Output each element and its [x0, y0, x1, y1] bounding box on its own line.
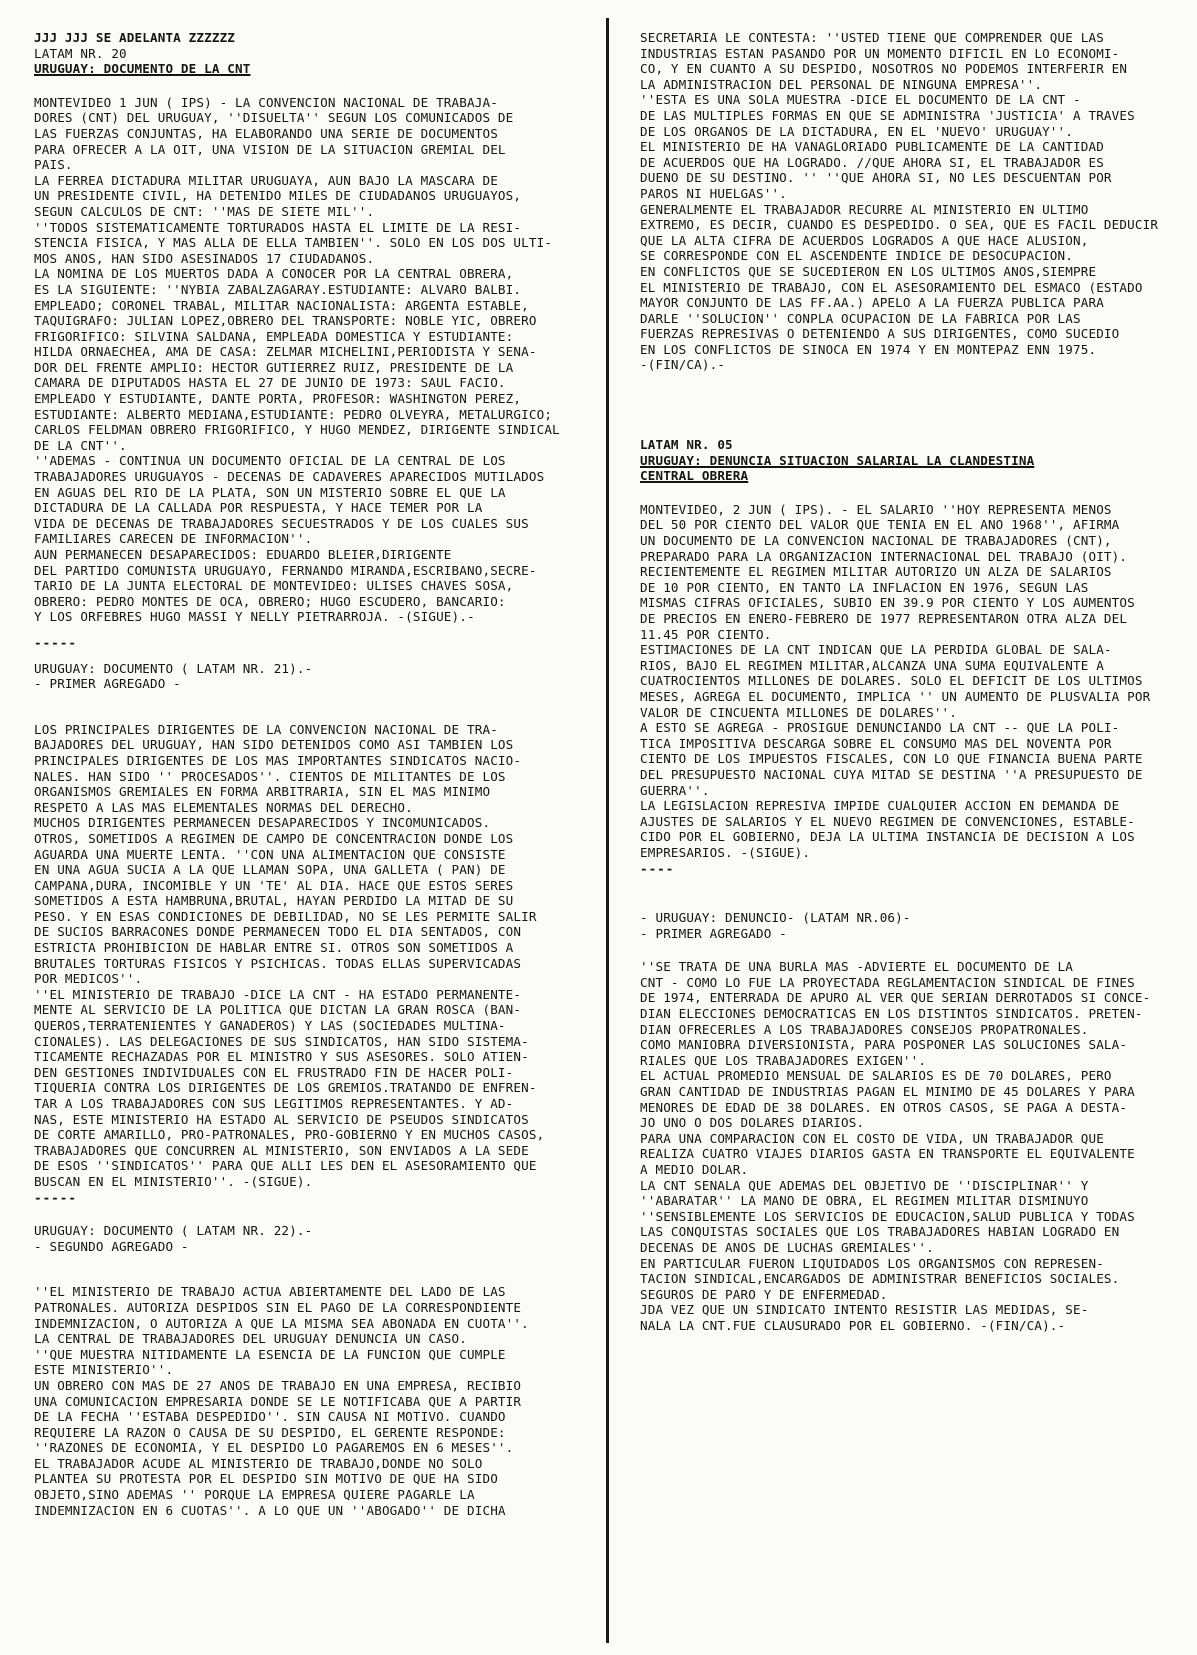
- story-title: URUGUAY: DENUNCIA SITUACION SALARIAL LA CLANDESTINA: [640, 452, 1035, 468]
- left-column: [34, 0, 590, 1655]
- section-subtitle: - PRIMER AGREGADO -: [640, 925, 787, 941]
- section-body: LOS PRINCIPALES DIRIGENTES DE LA CONVENCION NACIONAL DE TRA- BAJADORES DEL URUGUAY, HAN SIDO DETENIDOS COMO ASI TAMBIEN LOS PRINCIPALES DIRIGENTES DE LOS MAS IMPORTANTES SINDICATOS NACIO- NALES. HAN SIDO '' PROCESADOS''. CIENTOS DE MILITANTES DE LOS ORGANISMOS GREMIALES EN FORMA ARBITRARIA, SIN EL MAS MINIMO RESPETO A LAS MAS ELEMENTALES NORMAS DEL DERECHO. MUCHOS DIRIGENTES PERMANECEN DESAPARECIDOS Y INCOMUNICADOS. OTROS, SOMETIDOS A REGIMEN DE CAMPO DE CONCENTRACION DONDE LOS AGUARDA UNA MUERTE LENTA. ''CON UNA ALIMENTACION QUE CONSISTE EN UNA AGUA SUCIA A LA QUE LLAMAN SOPA, UNA GALLETA ( PAN) DE CAMPANA,DURA, INCOMIBLE Y UN 'TE' AL DIA. HACE QUE ESTOS SERES SOMETIDOS A ESTA HAMBRUNA,BRUTAL, HAYAN PERDIDO LA MITAD DE SU PESO. Y EN ESAS CONDICIONES DE DEBILIDAD, NO SE LES PERMITE SALIR DE SUCIOS BARRACONES DONDE PERMANECEN TODO EL DIA SENTADOS, CON ESTRICTA PROHIBICION DE HABLAR ENTRE SI. OTROS SON SOMETIDOS A BRUTALES TORTURAS FISICOS Y PSICHICAS. TODAS ELLAS SUPERVICADAS POR MEDICOS''. ''EL MINISTERIO DE TRABAJO -DICE LA CNT - HA ESTADO PERMANENTE- MENTE AL SERVICIO DE LA POLITICA QUE DICTAN LA GRAN ROSCA (BAN- QUEROS,TERRATENIENTES Y GANADEROS) Y LAS (SOCIEDADES MULTINA- CIONALES). LAS DELEGACIONES DE SUS SINDICATOS, HAN SIDO SISTEMA- TICAMENTE RECHAZADAS POR EL MINISTRO Y SUS ASESORES. SOLO ATIEN- DEN GESTIONES INDIVIDUALES CON EL FRUSTRADO FIN DE HACER POLI- TIQUERIA CONTRA LOS DIRIGENTES DE LOS GREMIOS.TRATANDO DE ENFREN- TAR A LOS TRABAJADORES CON SUS LEGITIMOS REPRESENTANTES. Y AD- NAS, ESTE MINISTERIO HA ESTADO AL SERVICIO DE PSEUDOS SINDICATOS DE CORTE AMARILLO, PRO-PATRONALES, PRO-GOBIERNO Y EN MUCHOS CASOS, TRABAJADORES QUE CONCURREN AL MINISTERIO, SON ENVIADOS A LA SEDE DE ESOS ''SINDICATOS'' PARA QUE ALLI LES DEN EL ASESORAMIENTO QUE BUSCAN EN EL MINISTERIO''. -(SIGUE).: [34, 721, 545, 1189]
- wire-number: LATAM NR. 20: [34, 45, 127, 61]
- section-subtitle: - PRIMER AGREGADO -: [34, 676, 181, 692]
- wire-number: LATAM NR. 05: [640, 437, 733, 453]
- slug-line: JJJ JJJ SE ADELANTA ZZZZZZ: [34, 30, 236, 45]
- column-divider: [606, 18, 609, 1643]
- section-title: URUGUAY: DOCUMENTO ( LATAM NR. 22).-: [34, 1223, 313, 1239]
- separator: -----: [34, 1189, 77, 1205]
- section-title: - URUGUAY: DENUNCIO- (LATAM NR.06)-: [640, 910, 911, 926]
- story-title: URUGUAY: DOCUMENTO DE LA CNT: [34, 61, 251, 77]
- story-body: MONTEVIDEO 1 JUN ( IPS) - LA CONVENCION NACIONAL DE TRABAJA- DORES (CNT) DEL URUGUAY, ''DISUELTA'' SEGUN LOS COMUNICADOS DE LAS FUERZAS CONJUNTAS, HA ELABORANDO UNA SERIE DE DOCUMENTOS PARA OFRECER A LA OIT, UNA VISION DE LA SITUACION GREMIAL DEL PAIS. LA FERREA DICTADURA MILITAR URUGUAYA, AUN BAJO LA MASCARA DE UN PRESIDENTE CIVIL, HA DETENIDO MILES DE CIUDADANOS URUGUAYOS, SEGUN CALCULOS DE CNT: ''MAS DE SIETE MIL''. ''TODOS SISTEMATICAMENTE TORTURADOS HASTA EL LIMITE DE LA RESI- STENCIA FISICA, Y MAS ALLA DE ELLA TAMBIEN''. SOLO EN LOS DOS ULTI- MOS ANOS, HAN SIDO ASESINADOS 17 CIUDADANOS. LA NOMINA DE LOS MUERTOS DADA A CONOCER POR LA CENTRAL OBRERA, ES LA SIGUIENTE: ''NYBIA ZABALZAGARAY.ESTUDIANTE: ALVARO BALBI. EMPLEADO; CORONEL TRABAL, MILITAR NACIONALISTA: ARGENTA ESTABLE, TAQUIGRAFO: JULIAN LOPEZ,OBRERO DEL TRANSPORTE: NOBLE YIC, OBRERO FRIGORIFICO: SILVINA SALDANA, EMPLEADA DOMESTICA Y ESTUDIANTE: HILDA ORNAECHEA, AMA DE CASA: ZELMAR MICHELINI,PERIODISTA Y SENA- DOR DEL FRENTE AMPLIO: HECTOR GUTIERREZ RUIZ, PRESIDENTE DE LA CAMARA DE DIPUTADOS HASTA EL 27 DE JUNIO DE 1973: SAUL FACIO. EMPLEADO Y ESTUDIANTE, DANTE PORTA, PROFESOR: WASHINGTON PEREZ, ESTUDIANTE: ALBERTO MEDIANA,ESTUDIANTE: PEDRO OLVEYRA, METALURGICO; CARLOS FELDMAN OBRERO FRIGORIFICO, Y HUGO MENDEZ, DIRIGENTE SINDICAL DE LA CNT''. ''ADEMAS - CONTINUA UN DOCUMENTO OFICIAL DE LA CENTRAL DE LOS TRABAJADORES URUGUAYOS - DECENAS DE CADAVERES APARECIDOS MUTILADOS EN AGUAS DEL RIO DE LA PLATA, SON UN MISTERIO SOBRE EL QUE LA DICTADURA DE LA CALLADA POR RESPUESTA, Y HACE TEMER POR LA VIDA DE DECENAS DE TRABAJADORES SECUESTRADOS Y DE LOS CUALES SUS FAMILIARES CARECEN DE INFORMACION''. AUN PERMANECEN DESAPARECIDOS: EDUARDO BLEIER,DIRIGENTE DEL PARTIDO COMUNISTA URUGUAYO, FERNANDO MIRANDA,ESCRIBANO,SECRE- TARIO DE LA JUNTA ELECTORAL DE MONTEVIDEO: ULISES CHAVES SOSA, OBRERO: PEDRO MONTES DE OCA, OBRERO; HUGO ESCUDERO, BANCARIO: Y LOS ORFEBRES HUGO MASSI Y NELLY PIETRARROJA. -(SIGUE).-: [34, 94, 560, 625]
- section-title: URUGUAY: DOCUMENTO ( LATAM NR. 21).-: [34, 660, 313, 676]
- section-subtitle: - SEGUNDO AGREGADO -: [34, 1238, 189, 1254]
- separator: ----: [640, 860, 675, 876]
- story-title-continued: CENTRAL OBRERA: [640, 468, 749, 484]
- section-body: ''EL MINISTERIO DE TRABAJO ACTUA ABIERTAMENTE DEL LADO DE LAS PATRONALES. AUTORIZA DESPIDOS SIN EL PAGO DE LA CORRESPONDIENTE INDEMNIZACION, O AUTORIZA A QUE LA MISMA SEA ABONADA EN CUOTA''. LA CENTRAL DE TRABAJADORES DEL URUGUAY DENUNCIA UN CASO. ''QUE MUESTRA NITIDAMENTE LA ESENCIA DE LA FUNCION QUE CUMPLE ESTE MINISTERIO''. UN OBRERO CON MAS DE 27 ANOS DE TRABAJO EN UNA EMPRESA, RECIBIO UNA COMUNICACION EMPRESARIA DONDE SE LE NOTIFICABA QUE A PARTIR DE LA FECHA ''ESTABA DESPEDIDO''. SIN CAUSA NI MOTIVO. CUANDO REQUIERE LA RAZON O CAUSA DE SU DESPIDO, EL GERENTE RESPONDE: ''RAZONES DE ECONOMIA, Y EL DESPIDO LO PAGAREMOS EN 6 MESES''. EL TRABAJADOR ACUDE AL MINISTERIO DE TRABAJO,DONDE NO SOLO PLANTEA SU PROTESTA POR EL DESPIDO SIN MOTIVO DE QUE HA SIDO OBJETO,SINO ADEMAS '' PORQUE LA EMPRESA QUIERE PAGARLE LA INDEMNIZACION EN 6 CUOTAS''. A LO QUE UN ''ABOGADO'' DE DICHA: [34, 1284, 529, 1518]
- right-column: [640, 0, 1175, 1655]
- section-body: ''SE TRATA DE UNA BURLA MAS -ADVIERTE EL DOCUMENTO DE LA CNT - COMO LO FUE LA PROYECTADA REGLAMENTACION SINDICAL DE FINES DE 1974, ENTERRADA DE APURO AL VER QUE SERIAN DERROTADOS SI CONCE- DIAN ELECCIONES DEMOCRATICAS EN LOS DISTINTOS SINDICATOS. PRETEN- DIAN OFRECERLES A LOS TRABAJADORES CONSEJOS PROPATRONALES. COMO MANIOBRA DIVERSIONISTA, PARA POSPONER LAS SOLUCIONES SALA- RIALES QUE LOS TRABAJADORES EXIGEN''. EL ACTUAL PROMEDIO MENSUAL DE SALARIOS ES DE 70 DOLARES, PERO GRAN CANTIDAD DE INDUSTRIAS PAGAN EL MINIMO DE 45 DOLARES Y PARA MENORES DE EDAD DE 38 DOLARES. EN OTROS CASOS, SE PAGA A DESTA- JO UNO O DOS DOLARES DIARIOS. PARA UNA COMPARACION CON EL COSTO DE VIDA, UN TRABAJADOR QUE REALIZA CUATRO VIAJES DIARIOS GASTA EN TRANSPORTE EL EQUIVALENTE A MEDIO DOLAR. LA CNT SENALA QUE ADEMAS DEL OBJETIVO DE ''DISCIPLINAR'' Y ''ABARATAR'' LA MANO DE OBRA, EL REGIMEN MILITAR DISMINUYO ''SENSIBLEMENTE LOS SERVICIOS DE EDUCACION,SALUD PUBLICA Y TODAS LAS CONQUISTAS SOCIALES QUE LOS TRABAJADORES HABIAN LOGRADO EN DECENAS DE ANOS DE LUCHAS GREMIALES''. EN PARTICULAR FUERON LIQUIDADOS LOS ORGANISMOS CON REPRESEN- TACION SINDICAL,ENCARGADOS DE ADMINISTRAR BENEFICIOS SOCIALES. SEGUROS DE PARO Y DE ENFERMEDAD. JDA VEZ QUE UN SINDICATO INTENTO RESISTIR LAS MEDIDAS, SE- NALA LA CNT.FUE CLAUSURADO POR EL GOBIERNO. -(FIN/CA).-: [640, 959, 1151, 1333]
- story-continuation: SECRETARIA LE CONTESTA: ''USTED TIENE QUE COMPRENDER QUE LAS INDUSTRIAS ESTAN PASANDO POR UN MOMENTO DIFICIL EN LO ECONOMI- CO, Y EN CUANTO A SU DESPIDO, NOSOTROS NO PODEMOS INTERFERIR EN LA ADMINISTRACION DEL PERSONAL DE NINGUNA EMPRESA''. ''ESTA ES UNA SOLA MUESTRA -DICE EL DOCUMENTO DE LA CNT - DE LAS MULTIPLES FORMAS EN QUE SE ADMINISTRA 'JUSTICIA' A TRAVES DE LOS ORGANOS DE LA DICTADURA, EN EL 'NUEVO' URUGUAY''. EL MINISTERIO DE HA VANAGLORIADO PUBLICAMENTE DE LA CANTIDAD DE ACUERDOS QUE HA LOGRADO. //QUE AHORA SI, EL TRABAJADOR ES DUENO DE SU DESTINO. '' ''QUE AHORA SI, NO LES DESCUENTAN POR PAROS NI HUELGAS''. GENERALMENTE EL TRABAJADOR RECURRE AL MINISTERIO EN ULTIMO EXTREMO, ES DECIR, CUANDO ES DESPEDIDO. O SEA, QUE ES FACIL DEDUCIR QUE LA ALTA CIFRA DE ACUERDOS LOGRADOS A QUE HACE ALUSION, SE CORRESPONDE CON EL ASCENDENTE INDICE DE DESOCUPACION. EN CONFLICTOS QUE SE SUCEDIERON EN LOS ULTIMOS ANOS,SIEMPRE EL MINISTERIO DE TRABAJO, CON EL ASESORAMIENTO DEL ESMACO (ESTADO MAYOR CONJUNTO DE LAS FF.AA.) APELO A LA FUERZA PUBLICA PARA DARLE ''SOLUCION'' CONPLA OCUPACION DE LA FABRICA POR LAS FUERZAS REPRESIVAS O DETENIENDO A SUS DIRIGENTES, COMO SUCEDIO EN LOS CONFLICTOS DE SINOCA EN 1974 Y EN MONTEPAZ ENN 1975. -(FIN/CA).-: [640, 30, 1159, 373]
- story-body: MONTEVIDEO, 2 JUN ( IPS). - EL SALARIO ''HOY REPRESENTA MENOS DEL 50 POR CIENTO DEL VALOR QUE TENIA EN EL ANO 1968'', AFIRMA UN DOCUMENTO DE LA CONVENCION NACIONAL DE TRABAJADORES (CNT), PREPARADO PARA LA ORGANIZACION INTERNACIONAL DEL TRABAJO (OIT). RECIENTEMENTE EL REGIMEN MILITAR AUTORIZO UN ALZA DE SALARIOS DE 10 POR CIENTO, EN TANTO LA INFLACION EN 1976, SEGUN LAS MISMAS CIFRAS OFICIALES, SUBIO EN 39.9 POR CIENTO Y LOS AUMENTOS DE PRECIOS EN ENERO-FEBRERO DE 1977 REPRESENTARON OTRA ALZA DEL 11.45 POR CIENTO. ESTIMACIONES DE LA CNT INDICAN QUE LA PERDIDA GLOBAL DE SALA- RIOS, BAJO EL REGIMEN MILITAR,ALCANZA UNA SUMA EQUIVALENTE A CUATROCIENTOS MILLONES DE DOLARES. SOLO EL DEFICIT DE LOS ULTIMOS MESES, AGREGA EL DOCUMENTO, IMPLICA '' UN AUMENTO DE PLUSVALIA POR VALOR DE CINCUENTA MILLONES DE DOLARES''. A ESTO SE AGREGA - PROSIGUE DENUNCIANDO LA CNT -- QUE LA POLI- TICA IMPOSITIVA DESCARGA SOBRE EL CONSUMO MAS DEL NOVENTA POR CIENTO DE LOS IMPUESTOS FISCALES, CON LO QUE FINANCIA BUENA PARTE DEL PRESUPUESTO NACIONAL CUYA MITAD SE DESTINA ''A PRESUPUESTO DE GUERRA''. LA LEGISLACION REPRESIVA IMPIDE CUALQUIER ACCION EN DEMANDA DE AJUSTES DE SALARIOS Y EL NUEVO REGIMEN DE CONVENCIONES, ESTABLE- CIDO POR EL GOBIERNO, DEJA LA ULTIMA INSTANCIA DE DECISION A LOS EMPRESARIOS. -(SIGUE).: [640, 501, 1151, 860]
- separator: -----: [34, 634, 77, 650]
